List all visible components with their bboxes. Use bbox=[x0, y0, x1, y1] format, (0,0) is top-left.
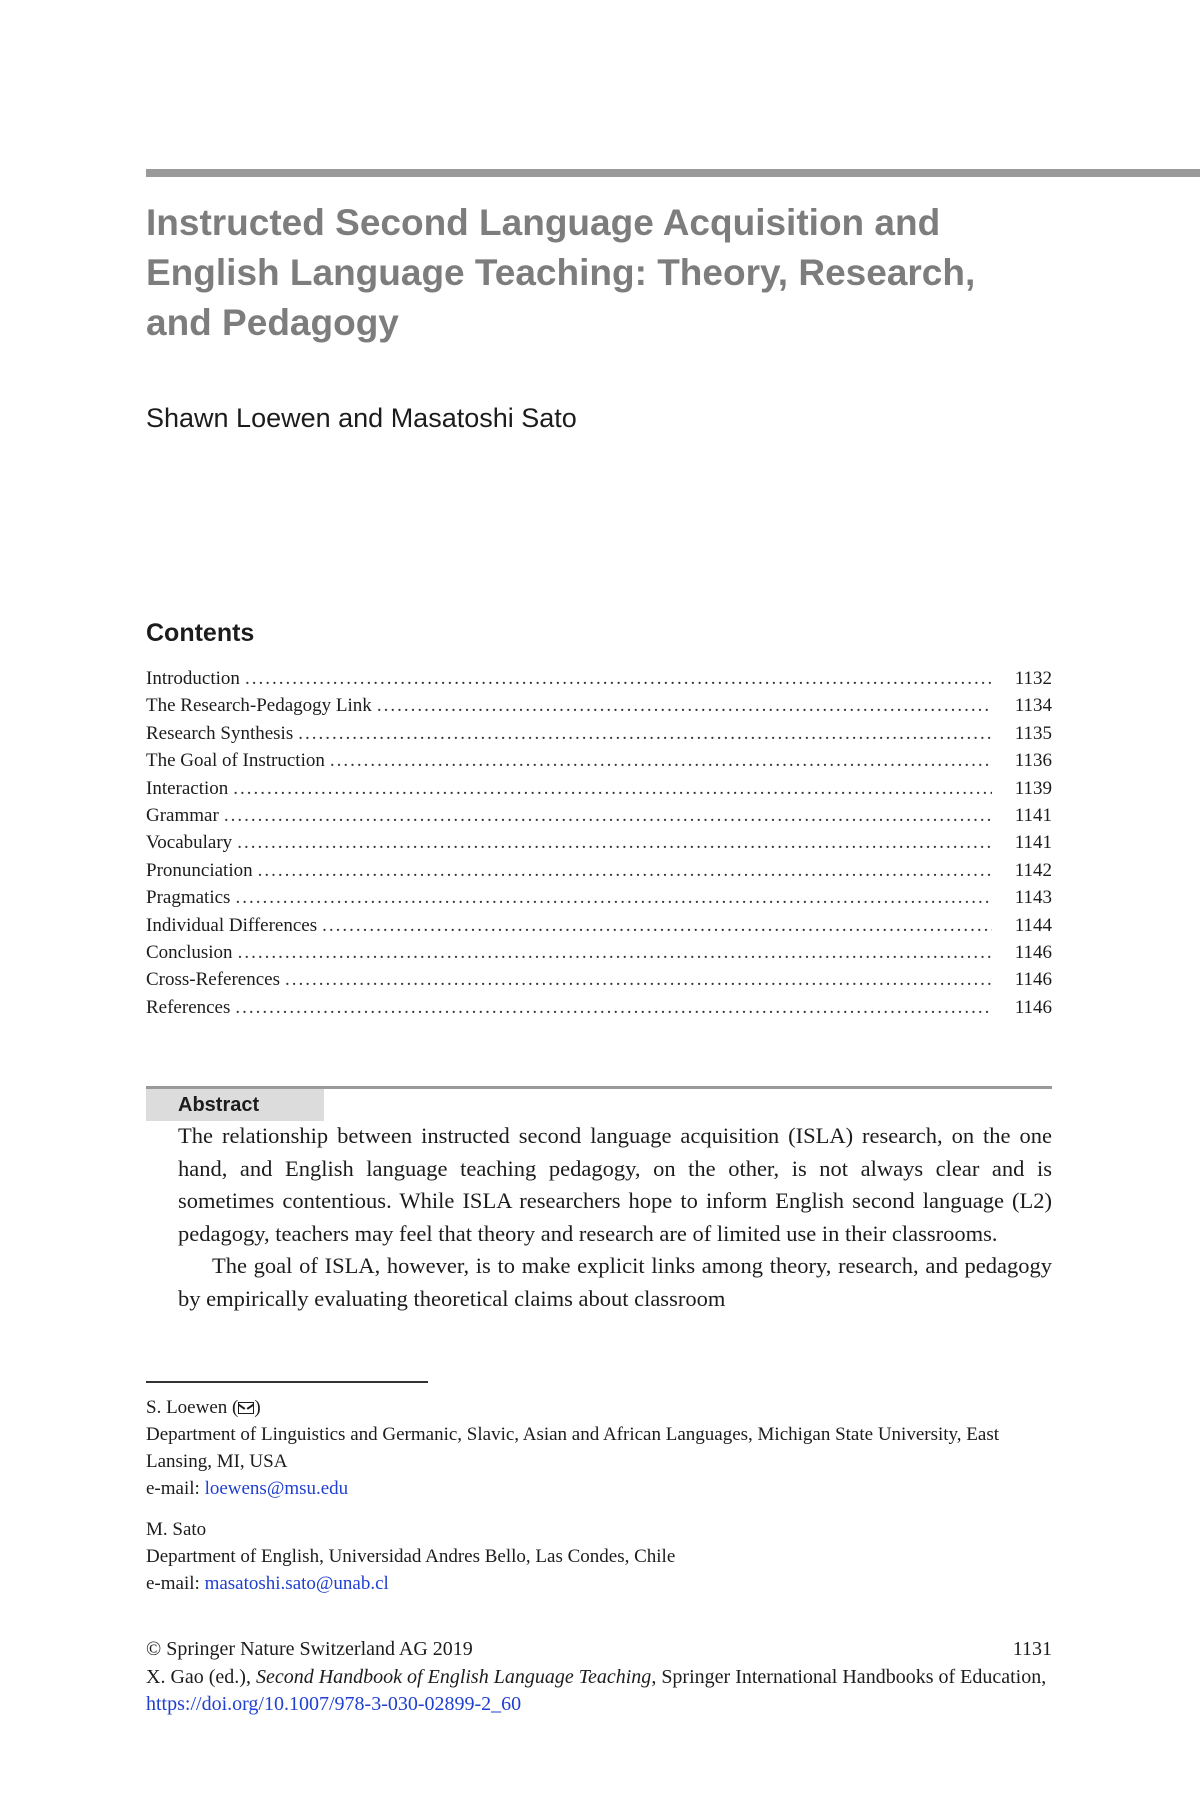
toc-entry[interactable] bbox=[146, 723, 1052, 750]
toc-entry[interactable] bbox=[146, 832, 1052, 859]
toc-entry-label: Pragmatics bbox=[146, 887, 231, 909]
toc-entry[interactable] bbox=[146, 942, 1052, 969]
toc-entry[interactable] bbox=[146, 915, 1052, 942]
toc-leader bbox=[245, 668, 992, 690]
toc-entry-label: Individual Differences bbox=[146, 914, 318, 936]
book-title: Second Handbook of English Language Teaching bbox=[255, 1665, 652, 1688]
author-name: S. Loewen bbox=[146, 1397, 228, 1418]
page-number: 1131 bbox=[1012, 1638, 1052, 1660]
toc-entry-label: Interaction bbox=[146, 777, 229, 799]
chapter-authors: Shawn Loewen and Masatoshi Sato bbox=[146, 403, 577, 433]
author-name: M. Sato bbox=[146, 1519, 207, 1540]
email-label: e-mail: bbox=[146, 1573, 200, 1594]
toc-entry[interactable] bbox=[146, 750, 1052, 777]
toc-entry[interactable] bbox=[146, 805, 1052, 832]
citation bbox=[146, 1664, 1052, 1719]
toc-entry[interactable] bbox=[146, 778, 1052, 805]
envelope-icon bbox=[238, 1402, 254, 1414]
affiliation-sato bbox=[146, 1516, 1056, 1597]
toc-entry[interactable] bbox=[146, 997, 1052, 1024]
toc-leader bbox=[258, 860, 992, 882]
contents-heading: Contents bbox=[146, 619, 255, 647]
toc-entry-page: 1142 bbox=[1014, 859, 1052, 881]
toc-entry-page: 1135 bbox=[1014, 722, 1052, 744]
toc-leader bbox=[377, 695, 992, 717]
abstract-paragraph: The goal of ISLA, however, is to make explicit links among theory, research, and pedagogy by empirically evaluating theoretical claims about classroom bbox=[178, 1253, 1052, 1311]
email-link[interactable]: loewens@msu.edu bbox=[204, 1478, 349, 1499]
toc-entry-label: Conclusion bbox=[146, 941, 233, 963]
toc-entry-label: Research Synthesis bbox=[146, 722, 294, 744]
abstract-label: Abstract bbox=[146, 1089, 324, 1121]
toc-entry-page: 1146 bbox=[1014, 969, 1052, 991]
toc-entry-page: 1143 bbox=[1014, 887, 1052, 909]
top-rule bbox=[146, 169, 1200, 177]
toc-entry-label: Grammar bbox=[146, 804, 219, 826]
toc-leader bbox=[298, 723, 992, 745]
toc-entry-label: Vocabulary bbox=[146, 832, 233, 854]
toc-leader bbox=[285, 969, 992, 991]
toc-entry-page: 1141 bbox=[1014, 832, 1052, 854]
abstract-body bbox=[178, 1120, 1052, 1315]
toc-entry-page: 1144 bbox=[1014, 914, 1052, 936]
toc-entry-page: 1136 bbox=[1014, 750, 1052, 772]
toc-entry-page: 1139 bbox=[1014, 777, 1052, 799]
toc-entry-label: The Research-Pedagogy Link bbox=[146, 695, 372, 717]
toc-entry[interactable] bbox=[146, 668, 1052, 695]
toc-entry[interactable] bbox=[146, 969, 1052, 996]
toc-leader bbox=[224, 805, 992, 827]
toc-entry-page: 1141 bbox=[1014, 804, 1052, 826]
copyright: © Springer Nature Switzerland AG 2019 bbox=[146, 1638, 473, 1660]
toc-leader bbox=[322, 915, 992, 937]
chapter-title: Instructed Second Language Acquisition and English Language Teaching: Theory, Research, and Pedagogy bbox=[146, 202, 976, 343]
toc-leader bbox=[233, 778, 992, 800]
email-link[interactable]: masatoshi.sato@unab.cl bbox=[204, 1573, 389, 1594]
toc-entry[interactable] bbox=[146, 860, 1052, 887]
toc-entry[interactable] bbox=[146, 695, 1052, 722]
toc-entry-page: 1146 bbox=[1014, 941, 1052, 963]
toc-entry-page: 1134 bbox=[1014, 695, 1052, 717]
citation-prefix: X. Gao (ed.), bbox=[146, 1665, 251, 1688]
table-of-contents bbox=[146, 668, 1052, 1024]
toc-leader bbox=[237, 832, 992, 854]
toc-leader bbox=[235, 887, 992, 909]
author-department: Department of English, Universidad Andres Bello, Las Condes, Chile bbox=[146, 1546, 676, 1567]
toc-entry-page: 1132 bbox=[1014, 668, 1052, 689]
toc-entry-label: Cross-References bbox=[146, 969, 281, 991]
citation-suffix: , Springer International Handbooks of Education, bbox=[651, 1665, 1047, 1688]
toc-entry-label: Introduction bbox=[146, 668, 240, 689]
toc-entry-page: 1146 bbox=[1014, 996, 1052, 1018]
affiliation-loewen: S. Loewen ( ) Department of Linguistics and Germanic, Slavic, Asian and African Languages, Michigan State University, East Lansing, MI, USA e-mail: loewens@msu.edu bbox=[146, 1394, 1056, 1502]
author-department: Department of Linguistics and Germanic, Slavic, Asian and African Languages, Michigan State University, East Lansing, MI, USA bbox=[146, 1424, 1000, 1472]
doi-link[interactable]: https://doi.org/10.1007/978-3-030-02899-2_60 bbox=[146, 1693, 522, 1715]
toc-leader bbox=[238, 942, 992, 964]
toc-entry-label: Pronunciation bbox=[146, 859, 253, 881]
toc-entry-label: The Goal of Instruction bbox=[146, 750, 325, 772]
toc-leader bbox=[330, 750, 992, 772]
toc-entry[interactable] bbox=[146, 887, 1052, 914]
toc-leader bbox=[235, 997, 992, 1019]
email-label: e-mail: bbox=[146, 1478, 200, 1499]
page-footer bbox=[146, 1636, 1052, 1719]
toc-entry-label: References bbox=[146, 996, 231, 1018]
footnote-rule bbox=[146, 1381, 428, 1383]
abstract-paragraph: The relationship between instructed second language acquisition (ISLA) research, on the one hand, and English language teaching pedagogy, on the other, is not always clear and is sometimes contentious. While ISLA researchers hope to inform English second language (L2) pedagogy, teachers may feel that theory and research are of limited use in their classrooms. bbox=[178, 1123, 1052, 1246]
